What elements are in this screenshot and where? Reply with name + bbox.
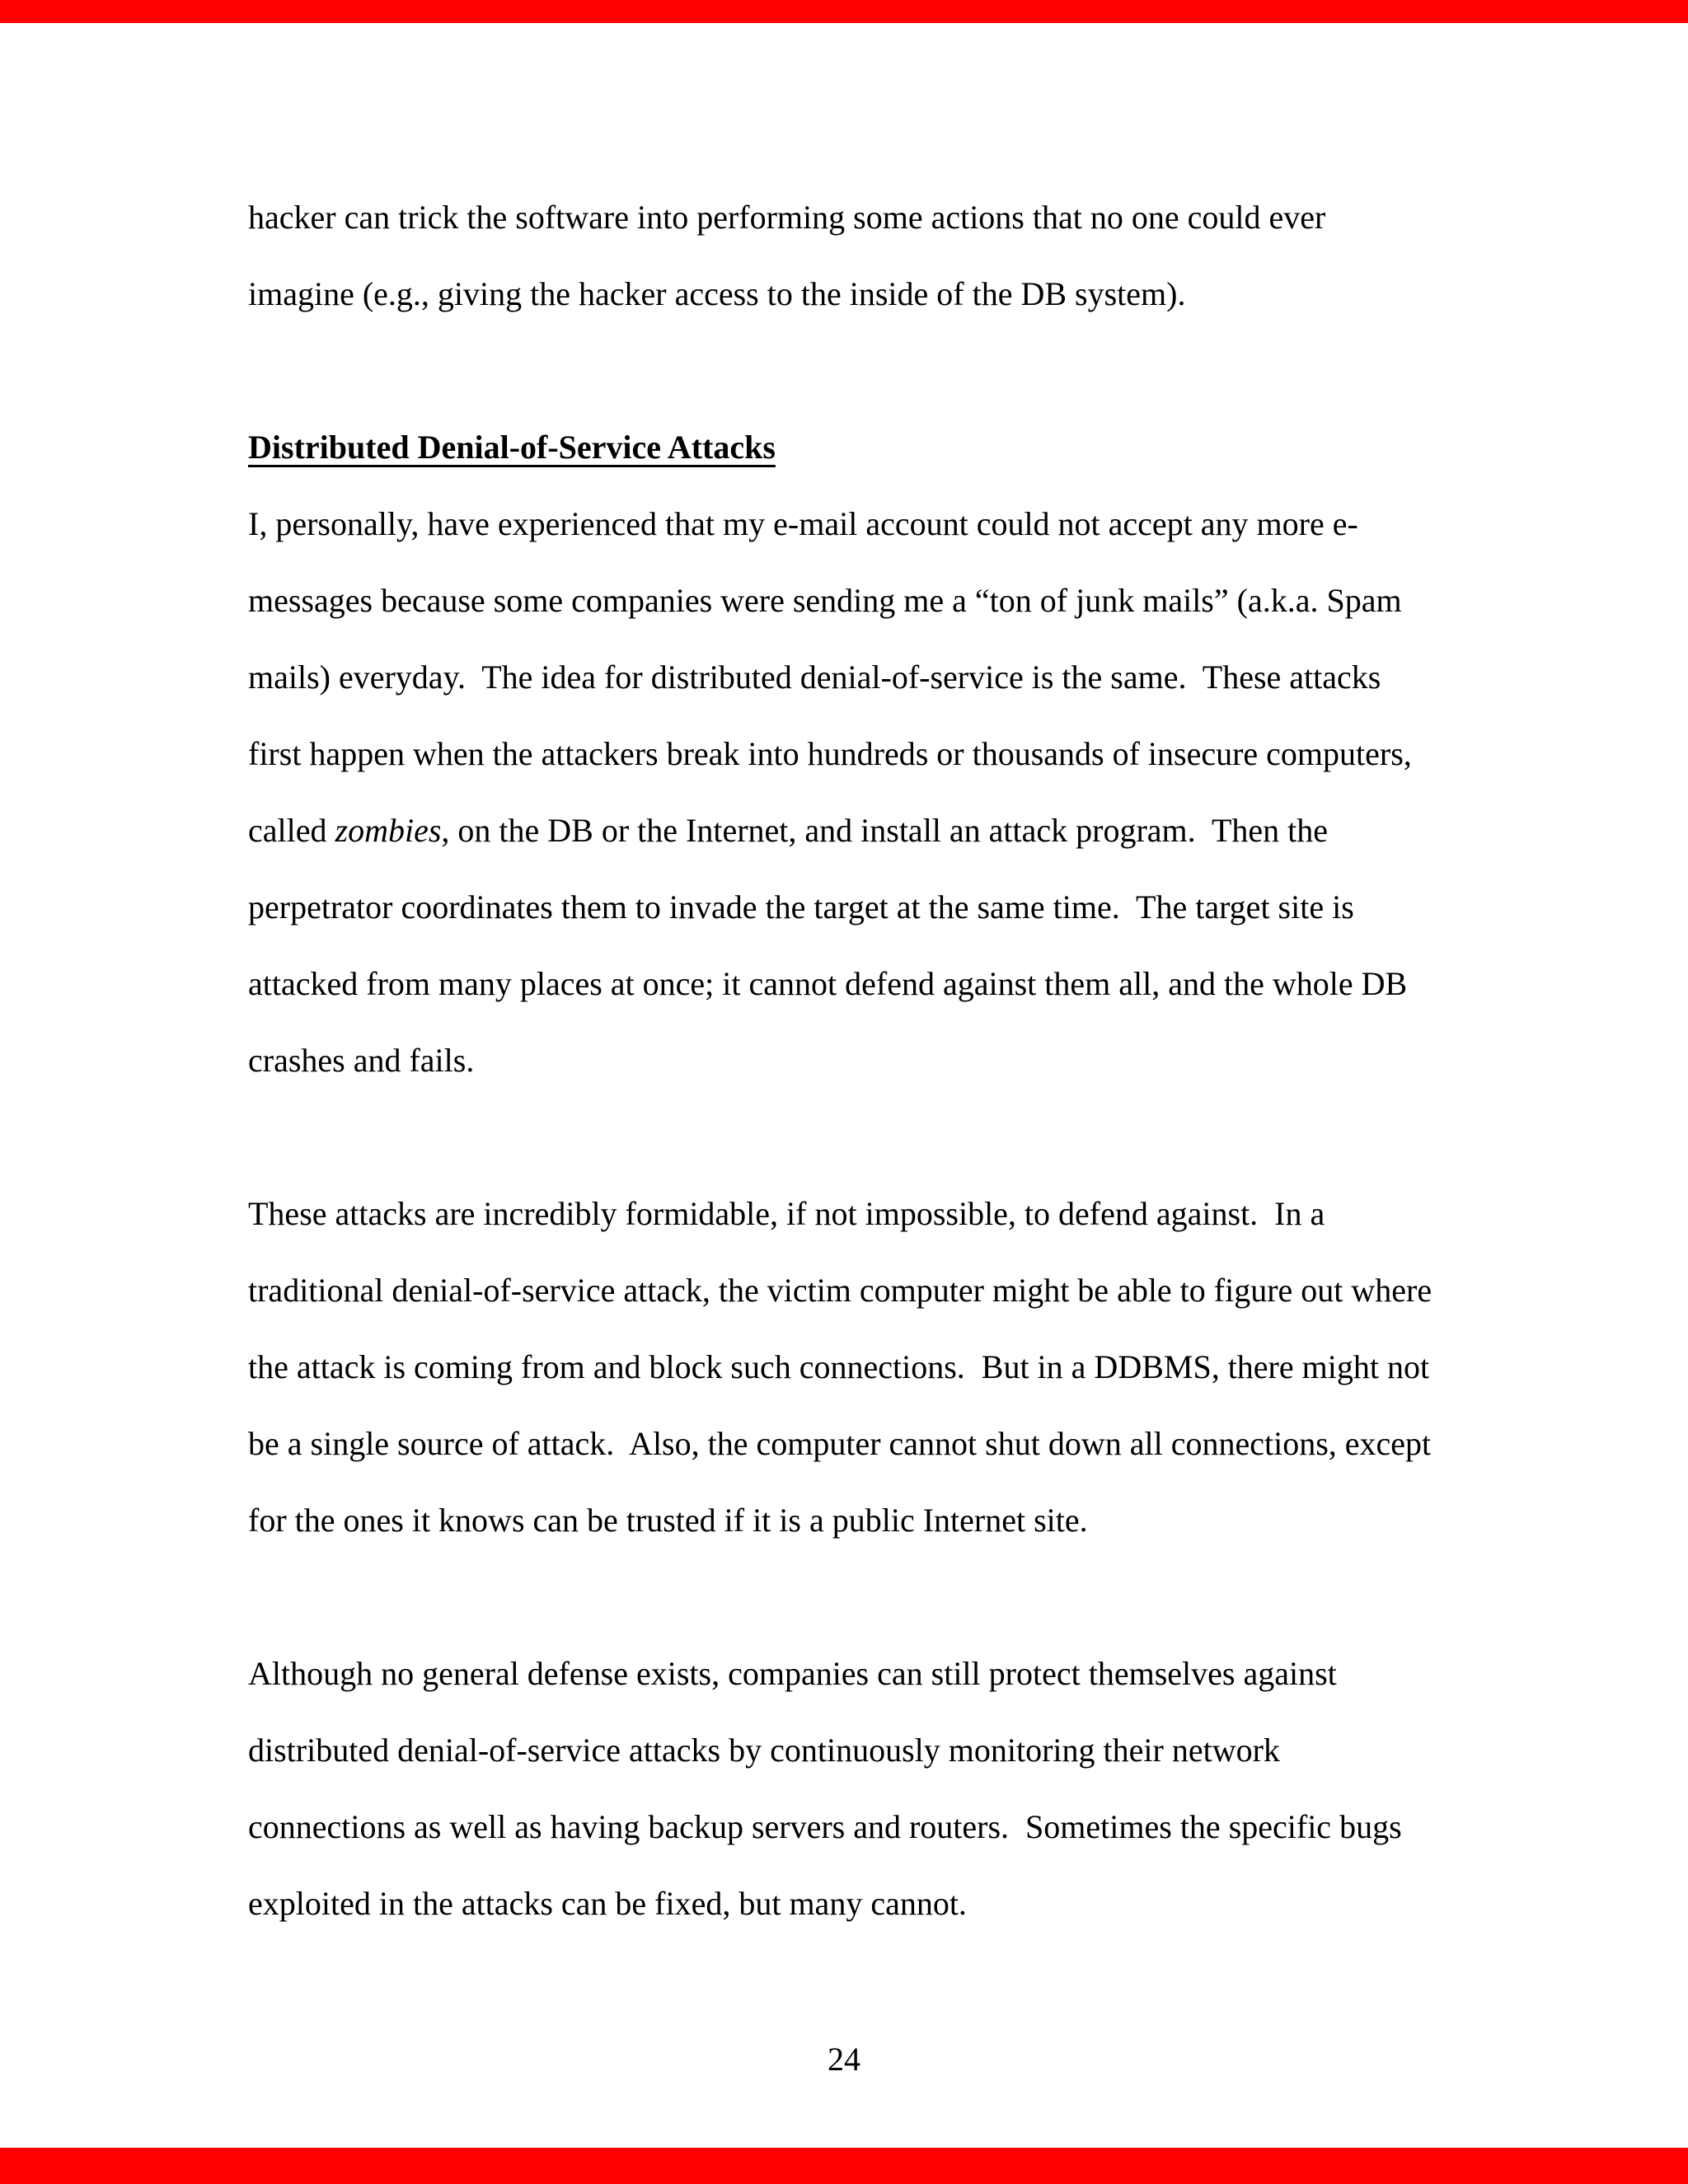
- text-line: crashes and fails.: [248, 1042, 475, 1079]
- paragraph-protection-measures: [248, 1635, 1460, 1942]
- text-line: distributed denial-of-service attacks by continuously monitoring their network: [248, 1732, 1280, 1769]
- page-number: 24: [828, 2041, 860, 2078]
- text-line: first happen when the attackers break into hundreds or thousands of insecure computers,: [248, 735, 1412, 772]
- top-page-boundary-bar: [0, 0, 1688, 23]
- text-line: mails) everyday. The idea for distributed denial-of-service is the same. These attacks: [248, 658, 1381, 696]
- section-heading: [248, 409, 1460, 485]
- paragraph-intro: [248, 179, 1460, 332]
- text-line: the attack is coming from and block such connections. But in a DDBMS, there might not: [248, 1348, 1430, 1385]
- paragraph-defense-difficulty: [248, 1175, 1460, 1558]
- paragraph-ddos-description: [248, 485, 1460, 1099]
- text-line: hacker can trick the software into performing some actions that no one could ever: [248, 199, 1326, 236]
- document-content: [248, 179, 1460, 1942]
- text-line: called zombies, on the DB or the Internet, and install an attack program. Then the: [248, 812, 1328, 849]
- text-line: These attacks are incredibly formidable, if not impossible, to defend against. In a: [248, 1195, 1325, 1232]
- text-line: imagine (e.g., giving the hacker access to the inside of the DB system).: [248, 275, 1186, 312]
- text-line: perpetrator coordinates them to invade the target at the same time. The target site is: [248, 888, 1354, 926]
- text-line: be a single source of attack. Also, the computer cannot shut down all connections, except: [248, 1425, 1432, 1462]
- text-line: Although no general defense exists, companies can still protect themselves against: [248, 1655, 1337, 1692]
- text-line: for the ones it knows can be trusted if it is a public Internet site.: [248, 1502, 1088, 1539]
- text-line: messages because some companies were sending me a “ton of junk mails” (a.k.a. Spam: [248, 582, 1402, 619]
- text-line: I, personally, have experienced that my e-mail account could not accept any more e-: [248, 505, 1358, 542]
- bottom-page-boundary-bar: [0, 2148, 1688, 2184]
- text-line: connections as well as having backup servers and routers. Sometimes the specific bugs: [248, 1808, 1402, 1845]
- text-line: traditional denial-of-service attack, the victim computer might be able to figure out where: [248, 1272, 1432, 1309]
- section-heading-text: Distributed Denial-of-Service Attacks: [248, 429, 776, 466]
- text-line: exploited in the attacks can be fixed, but many cannot.: [248, 1885, 967, 1922]
- text-line: attacked from many places at once; it cannot defend against them all, and the whole DB: [248, 965, 1408, 1002]
